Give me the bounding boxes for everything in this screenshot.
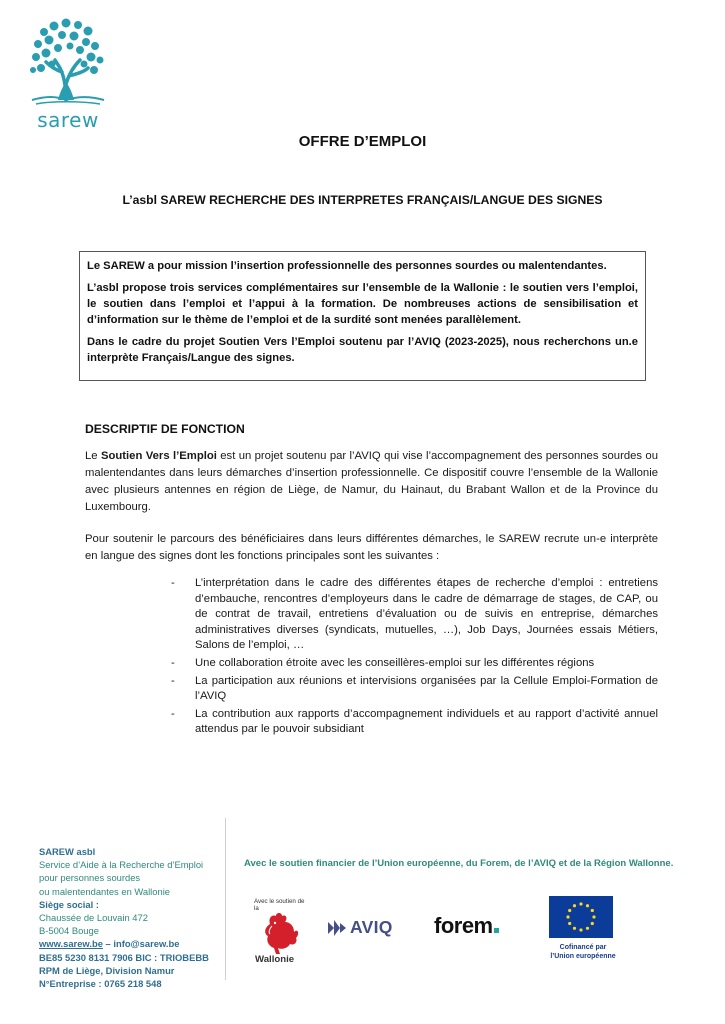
list-item-text: La contribution aux rapports d’accompagnement individuels et au rapport d’activité annuel attendus par le pouvoir subsidiant [195,707,658,736]
footer-service-line: Service d’Aide à la Recherche d’Emploi [39,859,204,871]
footer-web-line [39,937,221,950]
list-item [171,656,658,672]
eu-logo [543,896,623,966]
list-item-text: Une collaboration étroite avec les conseillères-emploi sur les différentes régions [195,656,595,669]
mission-paragraph-2: L’asbl propose trois services complémentaires sur l’ensemble de la Wallonie : le soutien vers l’emploi, le soutien dans l’emploi et l’appui à la formation. De nombreuses actions de sensibilisation et d’information sur le thème de l’emploi et de la surdité sont menées parallèlement. [87,282,638,326]
website-link[interactable]: www.sarew.be [39,938,103,950]
list-item [171,707,658,738]
bullet-dash: - [171,674,175,687]
wallonie-support-text: Avec le soutien de la [254,898,305,912]
wallonie-logo [252,898,308,966]
eu-flag-icon [549,896,613,938]
description-p1-after: est un projet soutenu par l’AVIQ qui vise l’accompagnement des personnes sourdes ou malentendantes dans leurs démarches d’insertion professionnelle. Ce dispositif couvre l’ensemble de la Wallonie avec plusieurs antennes en région de Liège, de Namur, du Hainaut, du Brabant Wallon et de la Province du Luxembourg. [85,450,658,513]
list-item [171,674,658,705]
list-item-text: L’interprétation dans le cadre des différentes étapes de recherche d’emploi : entretiens d’embauche, rencontres d’employeurs dans le cadre de démarrage de stages, de CAP, ou de contrat de travail, entretiens d’évaluation ou de suivis en entreprise, démarches administratives diverses (syndicats, mutuelles, …), Job Days, Journées essais Métiers, Salons de l’emploi, … [195,577,658,652]
list-item [171,576,658,654]
aviq-symbol-icon [326,918,348,938]
footer-org-name: SAREW asbl [39,846,96,857]
description-p1-bold: Soutien Vers l’Emploi [100,450,217,462]
eu-caption-line-2: l’Union européenne [550,953,616,960]
footer-contact [39,845,221,990]
page-title: OFFRE D’EMPLOI [298,133,427,150]
bullet-dash: - [171,707,175,720]
tree-icon [22,14,114,110]
footer-rpm: RPM de Liège, Division Namur [39,964,175,976]
forem-word: forem [434,913,493,938]
footer-seat-label: Siège social : [39,898,99,910]
duties-list [171,576,658,740]
rooster-icon [258,910,302,954]
funding-statement: Avec le soutien financier de l’Union européenne, du Forem, de l’AVIQ et de la Région Wallonne. [244,858,674,869]
footer-address-line: Chaussée de Louvain 472 [39,912,148,924]
mission-paragraph-3: Dans le cadre du projet Soutien Vers l’Emploi soutenu par l’AVIQ (2023-2025), nous recherchons un.e interprète Français/Langue des signes. [87,336,638,364]
forem-logo [434,913,499,939]
description-paragraph-2: Pour soutenir le parcours des bénéficiaires dans leurs différentes démarches, le SAREW recrute un-e interprète en langue des signes dont les fonctions principales sont les suivantes : [85,533,658,562]
section-title: DESCRIPTIF DE FONCTION [85,422,245,436]
description-p1-before: Le [85,450,101,462]
eu-caption-line-1: Cofinancé par [559,944,607,951]
footer-company-number: N°Entreprise : 0765 218 548 [39,978,162,990]
list-item-text: La participation aux réunions et intervisions organisées par la Cellule Emploi-Formation de l’AVIQ [195,674,658,703]
page-subtitle: L’asbl SAREW RECHERCHE DES INTERPRETES FRANÇAIS/LANGUE DES SIGNES [122,193,603,207]
bullet-dash: - [171,656,175,669]
footer-bank: BE85 5230 8131 7906 BIC : TRIOBEBB [39,951,209,963]
footer-separator: – [102,938,114,950]
aviq-word: AVIQ [350,917,393,937]
mission-box [79,251,646,381]
forem-dot-icon [494,928,499,933]
mission-paragraph-1: Le SAREW a pour mission l’insertion professionnelle des personnes sourdes ou malentendantes. [87,260,607,272]
footer-service-line: ou malentendantes en Wallonie [39,885,170,897]
description-paragraph-1 [85,448,658,516]
footer-service-line: pour personnes sourdes [39,872,141,884]
eu-caption [543,943,623,961]
email-link[interactable]: info@sarew.be [113,938,180,950]
sarew-logo [22,14,114,132]
footer-divider [225,818,226,980]
bullet-dash: - [171,577,175,589]
wallonie-word: Wallonie [255,954,295,965]
footer-address-line: B-5004 Bouge [39,925,99,937]
aviq-logo [326,915,412,941]
logo-text: sarew [37,108,99,132]
